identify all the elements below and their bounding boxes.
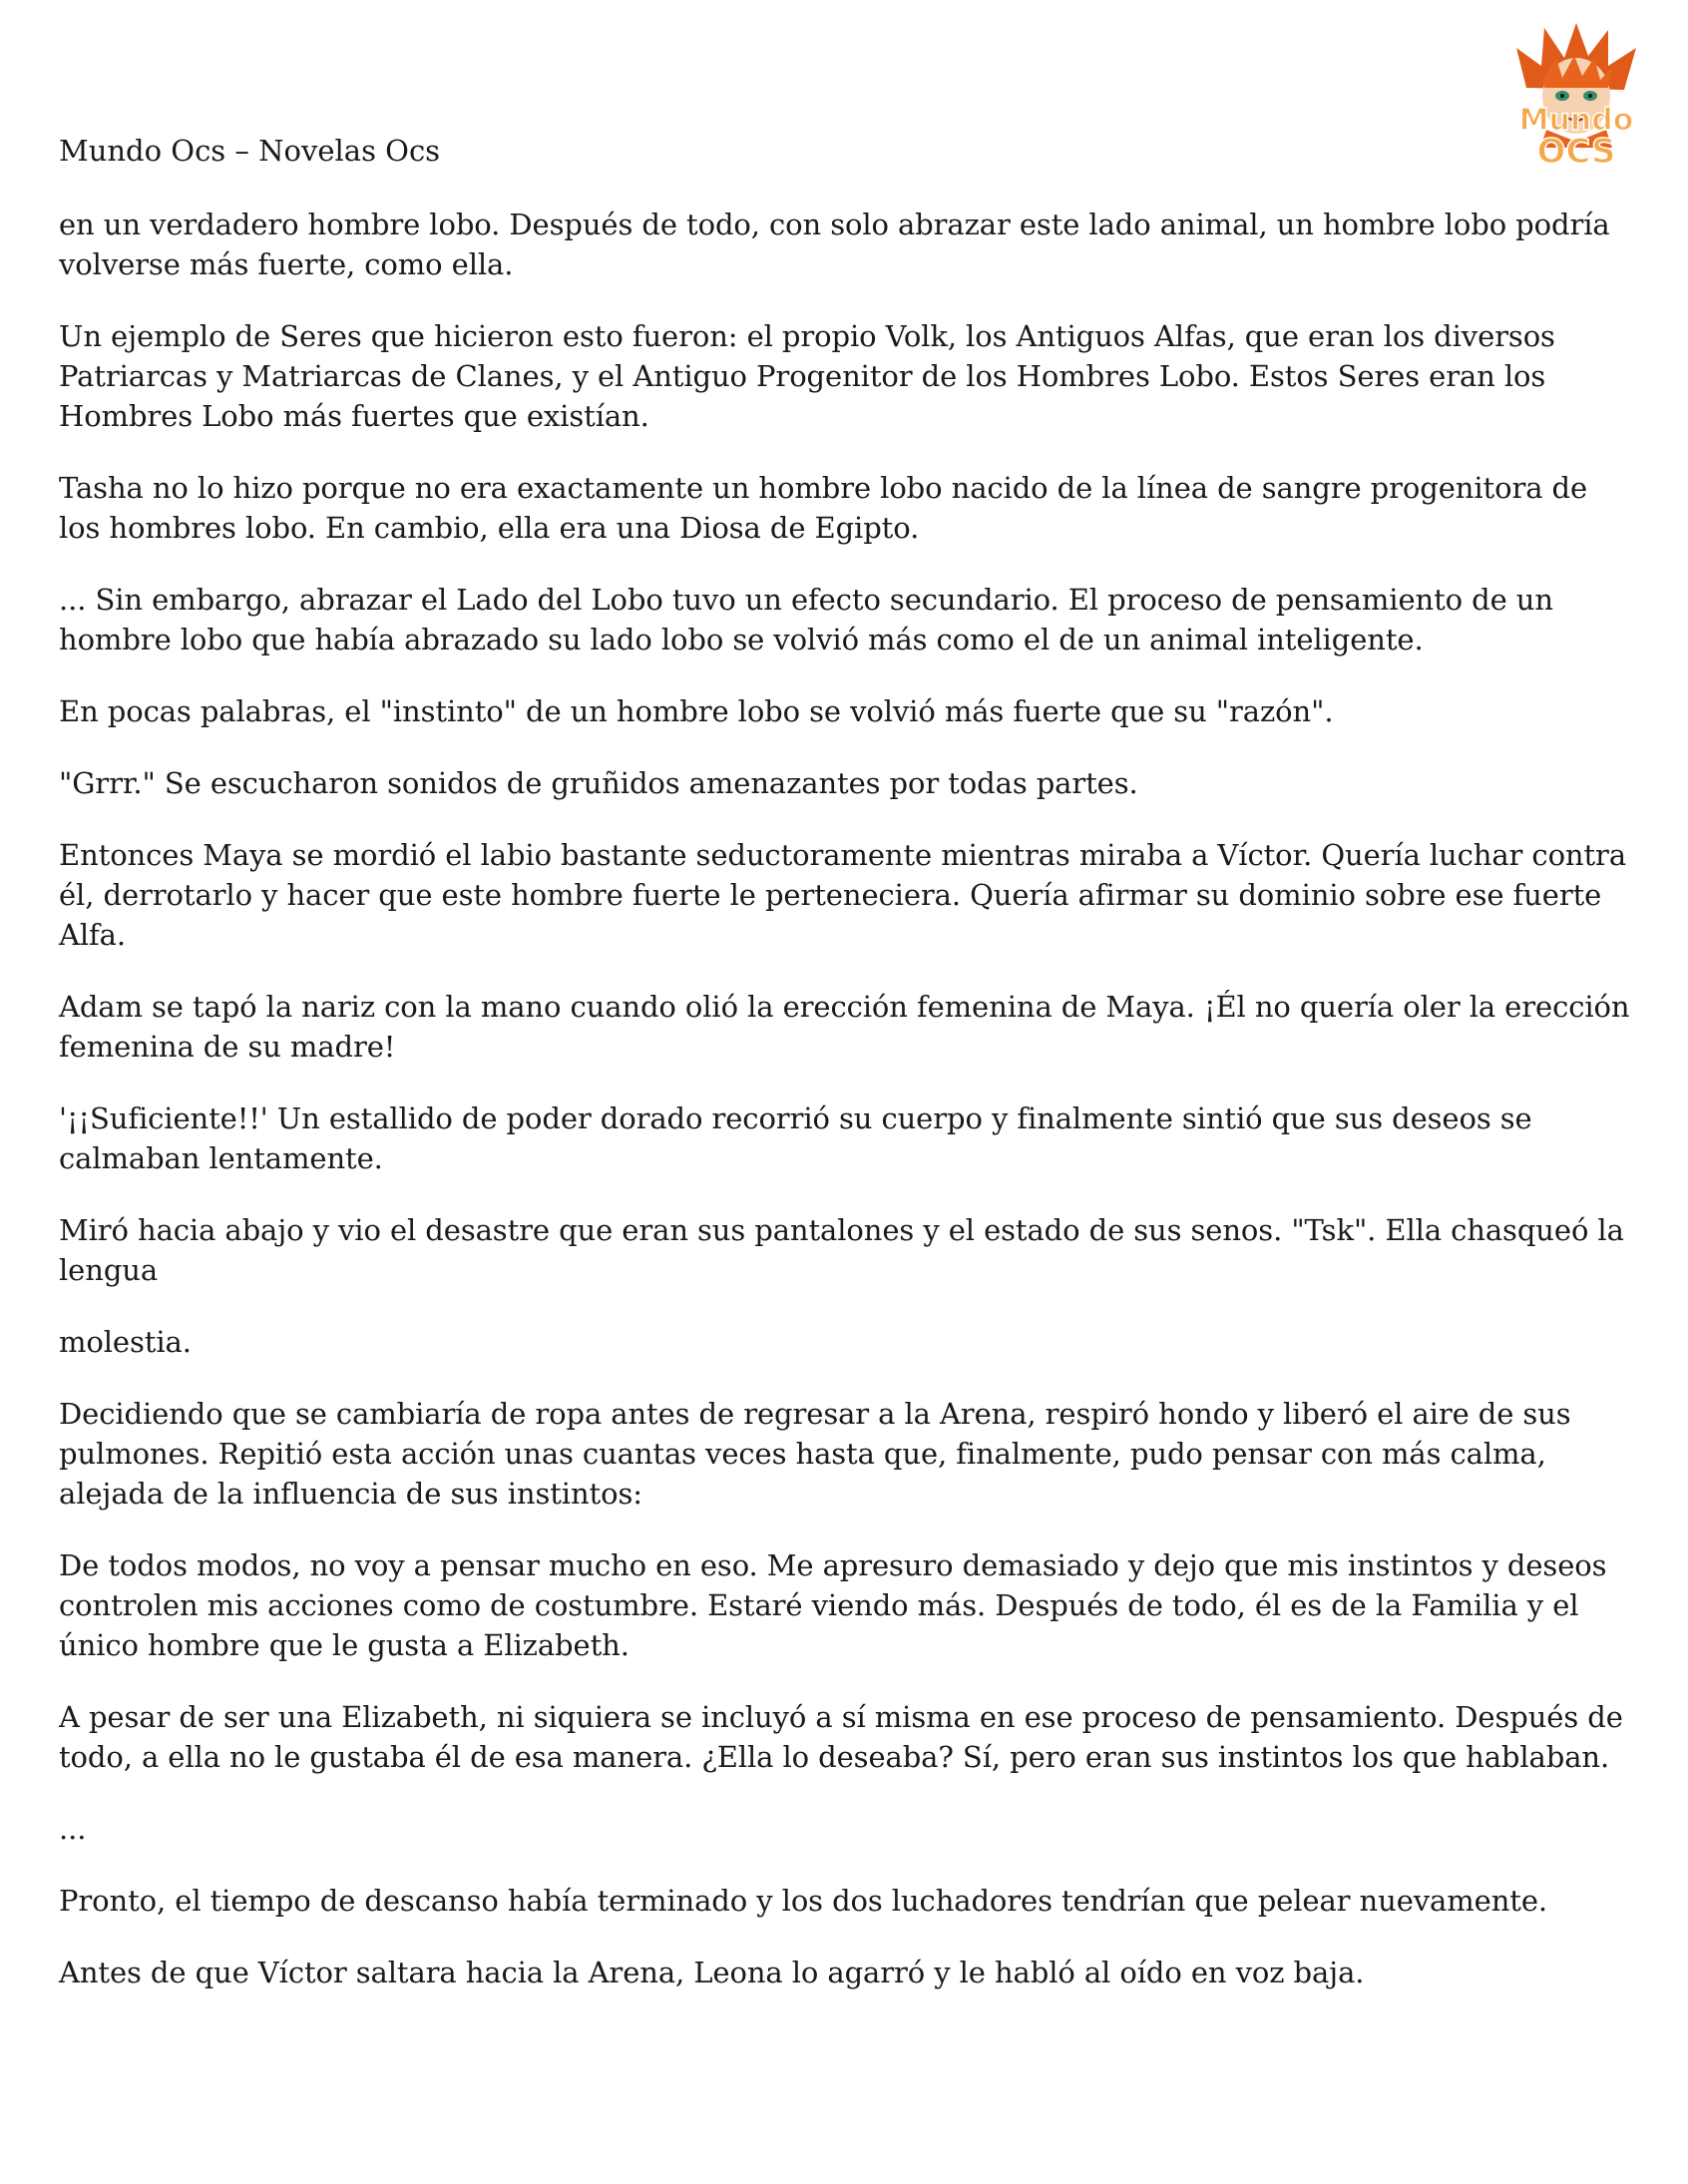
paragraph: en un verdadero hombre lobo. Después de todo, con solo abrazar este lado animal, un hombre lobo podría volverse más fuerte, como ella. — [59, 208, 1610, 281]
document-body — [59, 205, 1635, 2024]
mundo-ocs-logo — [1496, 18, 1656, 178]
logo-text-ocs: OCS — [1536, 132, 1616, 172]
page-header: Mundo Ocs – Novelas Ocs — [59, 134, 441, 168]
paragraph: molestia. — [59, 1325, 192, 1359]
paragraph: Antes de que Víctor saltara hacia la Arena, Leona lo agarró y le habló al oído en voz baja. — [59, 1956, 1365, 1989]
paragraph: Pronto, el tiempo de descanso había terminado y los dos luchadores tendrían que pelear nuevamente. — [59, 1884, 1548, 1918]
paragraph: Adam se tapó la nariz con la mano cuando olió la erección femenina de Maya. ¡Él no quería oler la erección femenina de su madre! — [59, 990, 1630, 1064]
paragraph: De todos modos, no voy a pensar mucho en eso. Me apresuro demasiado y dejo que mis instintos y deseos controlen mis acciones como de costumbre. Estaré viendo más. Después de todo, él es de la Familia y el único hombre que le gusta a Elizabeth. — [59, 1548, 1607, 1662]
logo-text-mundo: Mundo — [1518, 103, 1634, 138]
paragraph: Tasha no lo hizo porque no era exactamente un hombre lobo nacido de la línea de sangre progenitora de los hombres lobo. En cambio, ella era una Diosa de Egipto. — [59, 471, 1588, 545]
paragraph: ... Sin embargo, abrazar el Lado del Lobo tuvo un efecto secundario. El proceso de pensamiento de un hombre lobo que había abrazado su lado lobo se volvió más como el de un animal inteligente. — [59, 583, 1553, 656]
paragraph: Decidiendo que se cambiaría de ropa antes de regresar a la Arena, respiró hondo y liberó el aire de sus pulmones. Repitió esta acción unas cuantas veces hasta que, finalmente, pudo pensar con más calma, alejada de la influencia de sus instintos: — [59, 1397, 1571, 1511]
paragraph: ... — [59, 1812, 87, 1846]
paragraph: '¡¡Suficiente!!' Un estallido de poder dorado recorrió su cuerpo y finalmente sintió que sus deseos se calmaban lentamente. — [59, 1101, 1532, 1175]
paragraph: Entonces Maya se mordió el labio bastante seductoramente mientras miraba a Víctor. Quería luchar contra él, derrotarlo y hacer que este hombre fuerte le perteneciera. Quería afirmar su dominio sobre ese fuerte Alfa. — [59, 838, 1627, 952]
anime-character-logo-icon — [1496, 18, 1656, 178]
paragraph: A pesar de ser una Elizabeth, ni siquiera se incluyó a sí misma en ese proceso de pensamiento. Después de todo, a ella no le gustaba él de esa manera. ¿Ella lo deseaba? Sí, pero eran sus instintos los que hablaban. — [59, 1700, 1623, 1774]
paragraph: En pocas palabras, el "instinto" de un hombre lobo se volvió más fuerte que su "razón". — [59, 694, 1334, 728]
paragraph: Un ejemplo de Seres que hicieron esto fueron: el propio Volk, los Antiguos Alfas, que eran los diversos Patriarcas y Matriarcas de Clanes, y el Antiguo Progenitor de los Hombres Lobo. Estos Seres eran los Hombres Lobo más fuertes que existían. — [59, 319, 1555, 433]
paragraph: Miró hacia abajo y vio el desastre que eran sus pantalones y el estado de sus senos. "Tsk". Ella chasqueó la lengua — [59, 1213, 1624, 1287]
paragraph: "Grrr." Se escucharon sonidos de gruñidos amenazantes por todas partes. — [59, 766, 1138, 800]
